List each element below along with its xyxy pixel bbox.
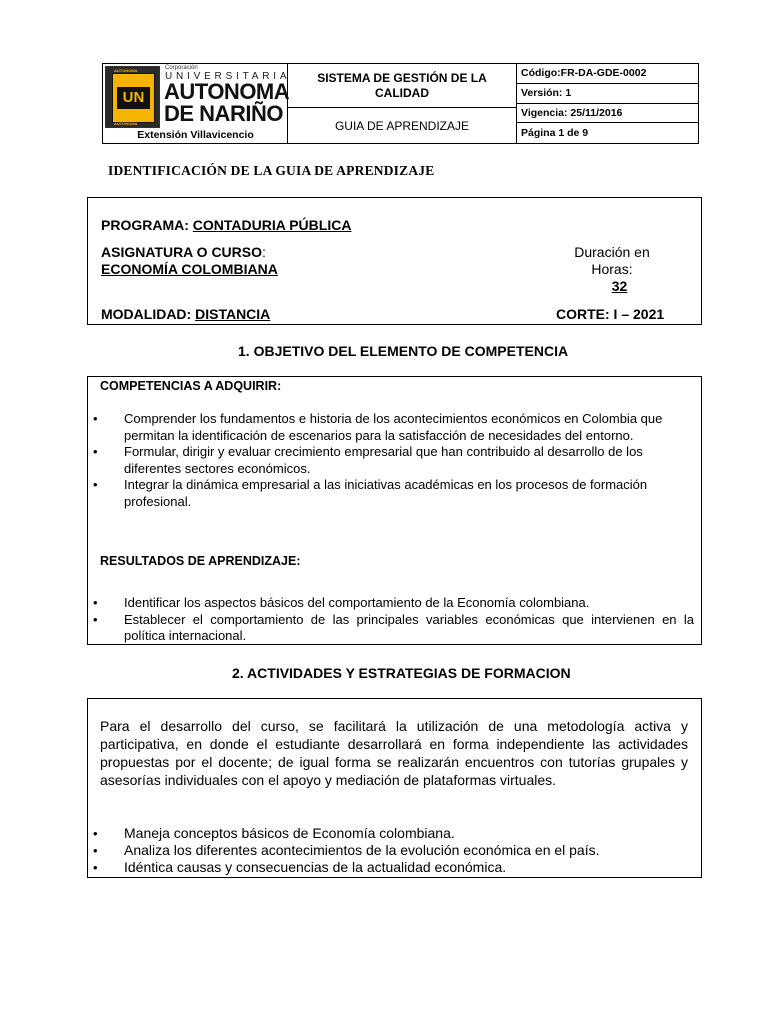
emblem-side-text-top: AUTONOMA — [114, 68, 138, 73]
list-item: • Maneja conceptos básicos de Economía colombiana. — [88, 825, 688, 842]
university-emblem-icon — [105, 66, 160, 128]
vigencia: Vigencia: 25/11/2016 — [517, 104, 698, 124]
duracion-value: 32 — [611, 278, 628, 294]
course-info-box — [87, 197, 702, 325]
modalidad-value: DISTANCIA — [195, 306, 271, 322]
asignatura-row — [101, 244, 266, 260]
doc-type: GUIA DE APRENDIZAJE — [334, 118, 470, 133]
codigo: Código:FR-DA-GDE-0002 — [517, 64, 698, 84]
competencias-list — [88, 411, 691, 510]
resultados-label: RESULTADOS DE APRENDIZAJE: — [100, 554, 301, 568]
competencias-label: COMPETENCIAS A ADQUIRIR: — [100, 379, 282, 393]
logo-corporacion: Corporación — [165, 65, 198, 71]
version: Versión: 1 — [517, 84, 698, 104]
asignatura-colon: : — [262, 244, 266, 260]
pagina: Página 1 de 9 — [521, 127, 589, 140]
title-cell — [288, 64, 517, 143]
logo-autonoma: AUTONOMA — [164, 79, 290, 104]
metadata-cell — [517, 64, 698, 143]
modalidad-row — [101, 306, 270, 322]
programa-row — [101, 217, 351, 233]
duracion-block — [540, 244, 684, 295]
emblem-letters: UN — [117, 87, 150, 109]
list-item: • Formular, dirigir y evaluar crecimiento empresarial que han contribuido al desarrollo de los diferentes sectores económicos. — [88, 444, 691, 477]
actividades-paragraph: Para el desarrollo del curso, se facilitará la utilización de una metodología activa y participativa, en donde el estudiante desarrollará en forma independiente las actividades propuestas por el docente; de igual forma se realizarán encuentros con tutorías grupales y asesorías individuales con el apoyo y mediación de plataformas virtuales. — [100, 718, 688, 788]
programa-value: CONTADURIA PÚBLICA — [192, 217, 352, 233]
logo-de-narino: DE NARIÑO — [164, 101, 283, 126]
duracion-label-1: Duración en — [574, 244, 650, 260]
actividades-list — [88, 825, 688, 876]
logo-universitaria: UNIVERSITARIA — [165, 71, 291, 82]
asignatura-label: ASIGNATURA O CURSO — [101, 244, 262, 260]
duracion-label-2: Horas: — [591, 261, 633, 277]
competencias-box — [87, 376, 702, 645]
logo-extension: Extensión Villavicencio — [137, 129, 254, 141]
logo-cell — [103, 64, 291, 143]
resultados-list — [88, 595, 694, 645]
list-item: • Identificar los aspectos básicos del comportamiento de la Economía colombiana. — [88, 595, 694, 612]
system-title: SISTEMA DE GESTIÓN DE LA CALIDAD — [288, 64, 516, 108]
asignatura-value: ECONOMÍA COLOMBIANA — [101, 261, 278, 277]
list-item: • Analiza los diferentes acontecimientos de la evolución económica en el país. — [88, 842, 688, 859]
actividades-box — [87, 698, 702, 878]
programa-label: PROGRAMA: — [101, 217, 193, 233]
section-1-title: 1. OBJETIVO DEL ELEMENTO DE COMPETENCIA — [238, 343, 569, 359]
list-item: • Establecer el comportamiento de las principales variables económicas que intervienen en la política internacional. — [88, 612, 694, 645]
list-item: • Integrar la dinámica empresarial a las iniciativas académicas en los procesos de formación profesional. — [88, 477, 691, 510]
document-header-table — [102, 63, 699, 144]
list-item: • Idéntica causas y consecuencias de la actualidad económica. — [88, 859, 688, 876]
emblem-side-text-bottom: AUTONOMA — [114, 121, 138, 126]
modalidad-label: MODALIDAD: — [101, 306, 196, 322]
list-item: • Comprender los fundamentos e historia de los acontecimientos económicos en Colombia que permitan la identificación de escenarios para la satisfacción de necesidades del entorno. — [88, 411, 691, 444]
document-title: IDENTIFICACIÓN DE LA GUIA DE APRENDIZAJE — [108, 163, 435, 178]
section-2-title: 2. ACTIVIDADES Y ESTRATEGIAS DE FORMACION — [232, 665, 571, 681]
corte: CORTE: I – 2021 — [556, 306, 665, 322]
